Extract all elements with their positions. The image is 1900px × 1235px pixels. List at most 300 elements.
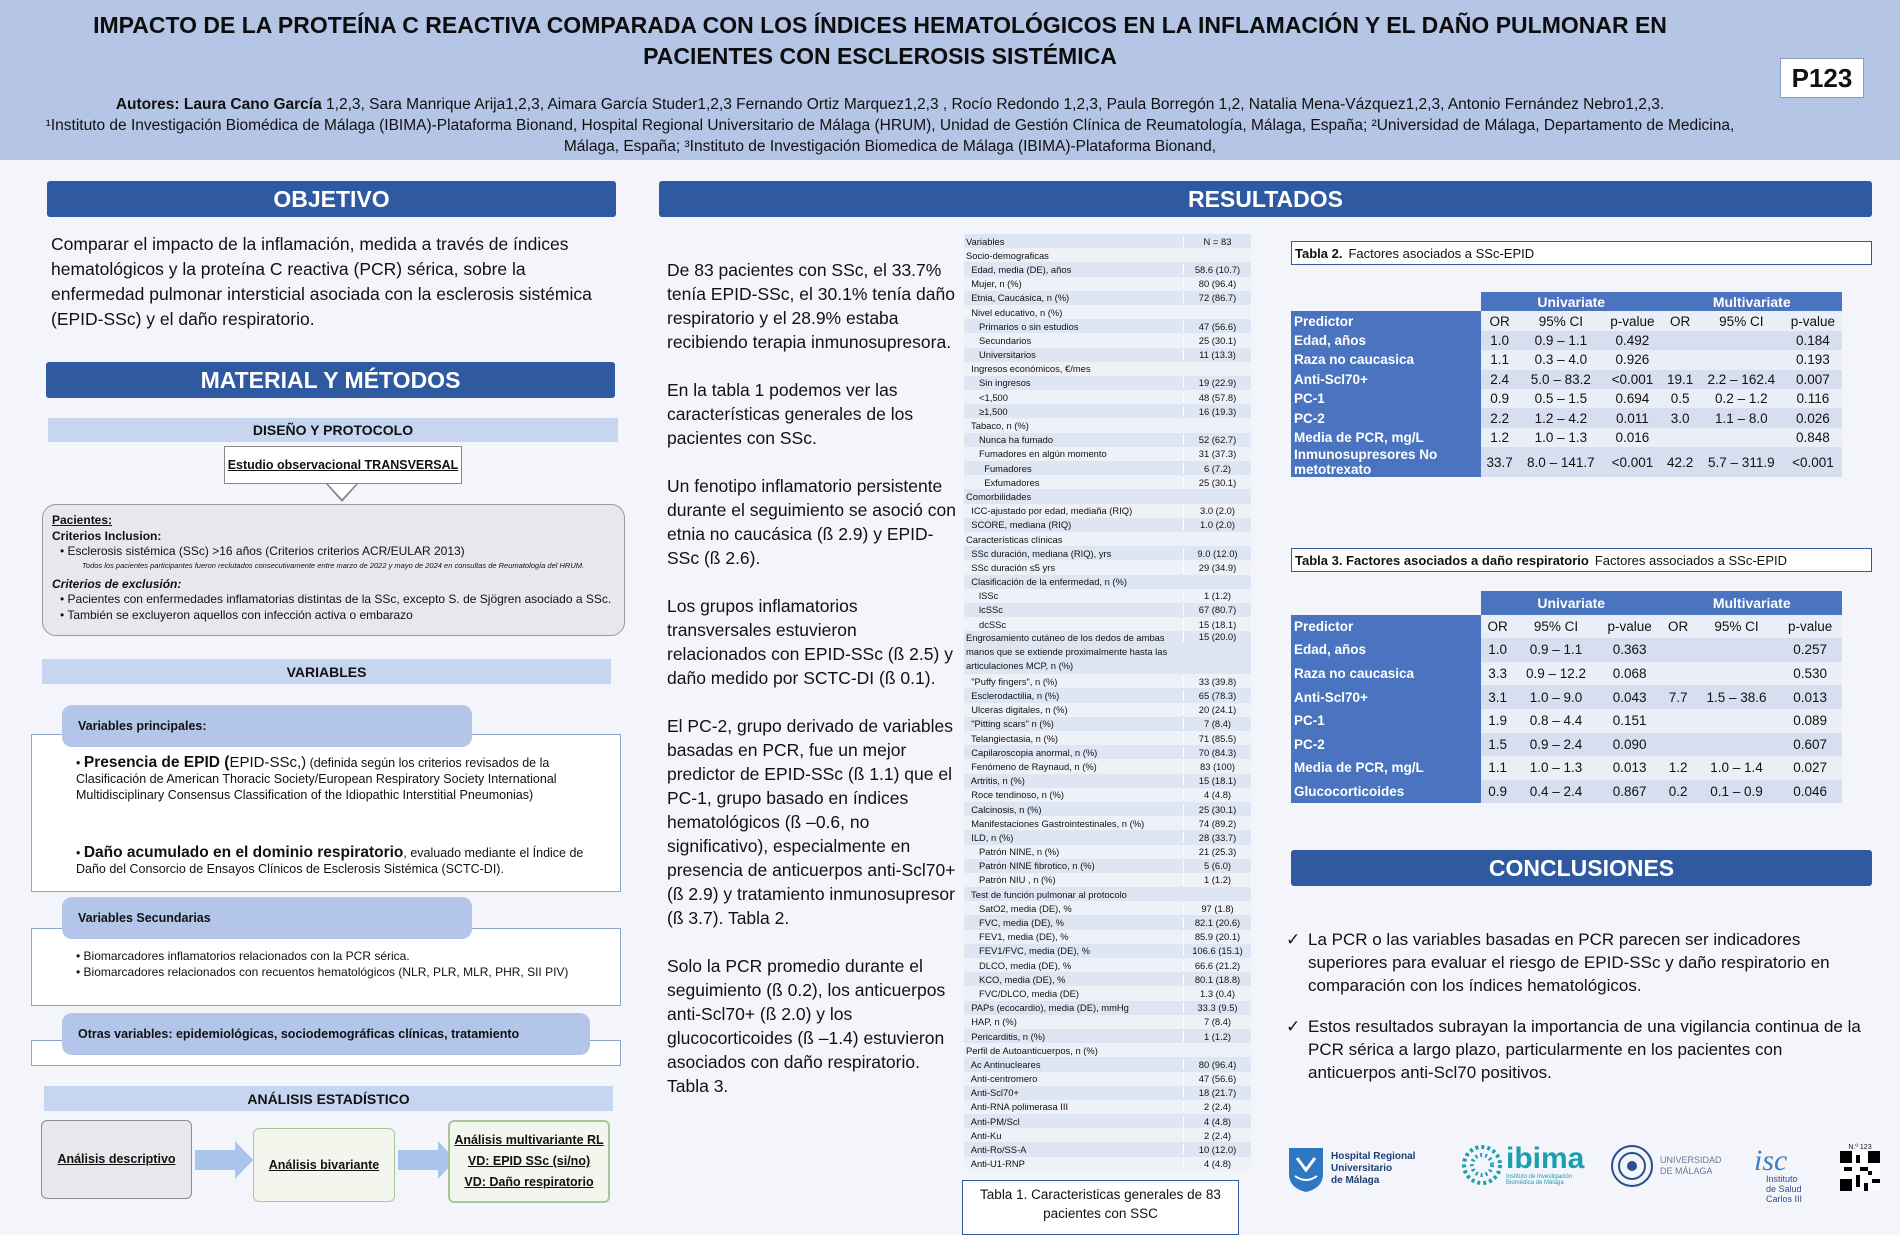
table-1-value: 7 (8.4) — [1183, 718, 1251, 729]
table-1-row — [964, 603, 1251, 617]
group-univariate: Univariate — [1481, 292, 1661, 311]
sec-items: • Biomarcadores inflamatorios relacionados con la PCR sérica. • Biomarcadores relacionados con recuentos hematológicos (NLR, PLR, MLR, PHR, SII PIV) — [76, 949, 569, 979]
value-cell: 0.9 – 1.1 — [1514, 638, 1598, 662]
value-cell: 0.068 — [1598, 662, 1662, 686]
table-1-label: Fenómeno de Raynaud, n (%) — [966, 760, 1097, 772]
table-1-label: Engrosamiento cutáneo de los dedos de ambas manos que se extiende proximalmente hasta las articulaciones MCP, n (%) — [966, 632, 1168, 672]
value-cell: 1.0 – 1.3 — [1514, 756, 1598, 780]
inclusion-note: Todos los pacientes participantes fueron reclutados consecutivamente entre marzo de 2022 y mayo de 2024 en consultas de Reumatología del HRUM. — [82, 560, 585, 570]
value-cell: 0.9 – 12.2 — [1514, 662, 1598, 686]
value-cell: 0.027 — [1778, 756, 1842, 780]
table-1-row — [964, 944, 1251, 958]
poster-code-badge: P123 — [1780, 58, 1864, 98]
table-1-label: Esclerodactilia, n (%) — [966, 690, 1060, 702]
svg-text:isc: isc — [1754, 1144, 1788, 1174]
table-1-value: 1.3 (0.4) — [1183, 988, 1251, 999]
table-1-value: 4 (4.8) — [1183, 789, 1251, 800]
table-1-label: KCO, media (DE), % — [966, 973, 1066, 985]
result-paragraph: El PC-2, grupo derivado de variables basadas en PCR, fue un mejor predictor de EPID-SSc (ß 1.1) que el PC-1, grupo basado en índices hematológicos (ß –0.6, no significativo), especialmente en presencia de anticuerpos anti-Scl70+ (ß 2.9) y tratamiento inmunosupresor (ß 3.7). Tabla 2. — [667, 716, 956, 928]
column-header: p-value — [1603, 311, 1661, 330]
table-1-label: Comorbilidades — [966, 490, 1032, 502]
table-1-value: 16 (19.3) — [1183, 406, 1251, 417]
table-1-label: Ac Antinucleares — [966, 1058, 1041, 1070]
column-header: p-value — [1784, 311, 1842, 330]
table-1-row — [964, 873, 1251, 887]
table-1-label: SSc duración ≤5 yrs — [966, 561, 1056, 573]
predictor-cell: Anti-Scl70+ — [1291, 370, 1481, 389]
table-1-row — [964, 845, 1251, 859]
value-cell — [1695, 733, 1779, 757]
table-1-row — [964, 1072, 1251, 1086]
ibima-logo — [1462, 1144, 1586, 1186]
table-1-value: 9.0 (12.0) — [1183, 548, 1251, 559]
table-3 — [1291, 591, 1842, 803]
table-1-label: lcSSc — [966, 604, 1003, 616]
table-1-value: 3.0 (2.0) — [1183, 505, 1251, 516]
table-1-label: Mujer, n (%) — [966, 278, 1022, 290]
value-cell: 0.848 — [1784, 428, 1842, 447]
value-cell: 0.4 – 2.4 — [1514, 780, 1598, 804]
table-1-row — [964, 1001, 1251, 1015]
table-1-row — [964, 504, 1251, 518]
isciii-logo — [1752, 1144, 1802, 1204]
table-1-row — [964, 1100, 1251, 1114]
qr-code-icon — [1840, 1151, 1880, 1191]
table-1-value: 25 (30.1) — [1183, 804, 1251, 815]
value-cell: 1.5 – 38.6 — [1695, 685, 1779, 709]
table-1-value: 1 (1.2) — [1183, 874, 1251, 885]
table-1-row — [964, 433, 1251, 447]
table-1-row — [964, 1057, 1251, 1071]
table-1-label: Etnia, Caucásica, n (%) — [966, 292, 1070, 304]
value-cell: 5.7 – 311.9 — [1699, 447, 1784, 477]
value-cell: 0.2 – 1.2 — [1699, 389, 1784, 408]
value-cell: 1.1 — [1481, 350, 1518, 369]
table-1-value: 106.6 (15.1) — [1183, 945, 1251, 956]
value-cell: 0.9 — [1481, 389, 1518, 408]
table-1-label: ≥1,500 — [966, 405, 1008, 417]
table-1-row — [964, 816, 1251, 830]
column-header: 95% CI — [1695, 615, 1779, 639]
table-1-value: 80 (96.4) — [1183, 1059, 1251, 1070]
table-1-label: Artritis, n (%) — [966, 775, 1025, 787]
table-1-label: Características clínicas — [966, 533, 1063, 545]
table-1-row — [964, 532, 1251, 546]
table-1-value: 58.6 (10.7) — [1183, 264, 1251, 275]
table-1-row — [964, 745, 1251, 759]
table-1-label: ICC-ajustado por edad, mediaña (RIQ) — [966, 505, 1133, 517]
table-1-value: 29 (34.9) — [1183, 562, 1251, 573]
check-icon: ✓ — [1286, 1017, 1301, 1036]
table-1-label: SCORE, mediana (RIQ) — [966, 519, 1072, 531]
table-1-row — [964, 560, 1251, 574]
authors-label: Autores: Laura Cano García — [115, 96, 322, 113]
table-1-label: lSSc — [966, 590, 999, 602]
table-row — [1291, 662, 1842, 686]
table-1-label: Anti-RNA polimerasa III — [966, 1101, 1069, 1113]
group-univariate: Univariate — [1481, 591, 1661, 615]
value-cell: 0.607 — [1778, 733, 1842, 757]
table-row — [1291, 709, 1842, 733]
dano-rest: , evaluado mediante el Índice de Daño del Consorcio de Ensayos Clínicos de Esclerosis Sistémica (SCTC-DI). — [76, 846, 584, 876]
value-cell: 2.2 — [1481, 408, 1518, 427]
table-1-value: 6 (7.2) — [1183, 463, 1251, 474]
column-header: Predictor — [1291, 311, 1481, 330]
table-3-caption — [1291, 548, 1872, 572]
table-1-label: Patrón NINE, n (%) — [966, 846, 1060, 858]
table-1-row — [964, 915, 1251, 929]
value-cell: 0.016 — [1603, 428, 1661, 447]
table-1-row — [964, 404, 1251, 418]
table-1-label: Telangiectasia, n (%) — [966, 732, 1059, 744]
column-header: OR — [1661, 615, 1694, 639]
table-1-header — [964, 234, 1251, 248]
table-1-header-cell: N = 83 — [1183, 236, 1251, 247]
value-cell: 1.0 – 1.3 — [1518, 428, 1603, 447]
exclusion-item: • También se excluyeron aquellos con infección activa o embarazo — [60, 608, 615, 624]
table-1-label: dcSSc — [966, 618, 1007, 630]
table-1-value: 72 (86.7) — [1183, 292, 1251, 303]
table-1-label: Roce tendinoso, n (%) — [966, 789, 1064, 801]
conclusiones-list — [1286, 928, 1866, 1102]
table-1-value: 33 (39.8) — [1183, 676, 1251, 687]
predictor-cell: PC-2 — [1291, 733, 1481, 757]
predictor-cell: Edad, años — [1291, 638, 1481, 662]
hospital-name-line: de Málaga — [1331, 1175, 1380, 1186]
result-paragraph: Los grupos inflamatorios transversales estuvieron relacionados con EPID-SSc (ß 2.5) y daño medido por SCTC-DI (ß 0.1). — [667, 596, 953, 688]
table-1-header-cell: Variables — [966, 235, 1005, 247]
metodos-banner: MATERIAL Y MÉTODOS — [46, 362, 615, 398]
isciii-name-line: de Salud — [1766, 1184, 1802, 1194]
value-cell: 0.9 – 2.4 — [1514, 733, 1598, 757]
table-1-value: 66.6 (21.2) — [1183, 960, 1251, 971]
result-paragraph: En la tabla 1 podemos ver las características generales de los pacientes con SSc. — [667, 380, 914, 448]
value-cell — [1661, 638, 1694, 662]
table-1-row — [964, 546, 1251, 560]
logos-strip — [1287, 1144, 1879, 1214]
value-cell: 1.2 — [1481, 428, 1518, 447]
table-1-value: 48 (57.8) — [1183, 392, 1251, 403]
value-cell: 0.116 — [1784, 389, 1842, 408]
table-1-row — [964, 674, 1251, 688]
group-multivariate: Multivariate — [1661, 591, 1842, 615]
column-header: OR — [1661, 311, 1698, 330]
dano-bold: Daño acumulado en el dominio respiratorio — [83, 844, 404, 861]
table-1-row — [964, 774, 1251, 788]
value-cell: 1.0 — [1481, 638, 1514, 662]
sec-item: Biomarcadores inflamatorios relacionados con la PCR sérica. — [83, 949, 410, 963]
table-1-row — [964, 305, 1251, 319]
table-1-row — [964, 1128, 1251, 1142]
result-paragraph: Solo la PCR promedio durante el seguimiento (ß 0.2), los anticuerpos anti-Scl70+ (ß 2.0) y los glucocorticoides (ß –1.4) estuvieron asociados con daño respiratorio. Tabla 3. — [667, 956, 946, 1096]
down-arrow-inner — [328, 484, 356, 499]
poster-header — [0, 0, 1900, 160]
value-cell — [1699, 350, 1784, 369]
table-1-label: Sin ingresos — [966, 377, 1031, 389]
value-cell: 0.090 — [1598, 733, 1662, 757]
value-cell: 1.0 — [1481, 331, 1518, 350]
value-cell: 2.2 – 162.4 — [1699, 370, 1784, 389]
resultados-banner: RESULTADOS — [659, 181, 1872, 217]
table-1-value: 71 (85.5) — [1183, 733, 1251, 744]
table-1-value: 1.0 (2.0) — [1183, 519, 1251, 530]
table-1-label: Fumadores en algún momento — [966, 448, 1107, 460]
predictor-cell: Raza no caucasica — [1291, 662, 1481, 686]
table-1-value: 65 (78.3) — [1183, 690, 1251, 701]
value-cell — [1699, 428, 1784, 447]
value-cell: 1.5 — [1481, 733, 1514, 757]
table-1-value: 47 (56.6) — [1183, 1073, 1251, 1084]
table-1-label: Pericarditis, n (%) — [966, 1030, 1046, 1042]
table-1-row — [964, 262, 1251, 276]
value-cell: 1.2 — [1661, 756, 1694, 780]
table-1-label: Anti-Ku — [966, 1129, 1002, 1141]
value-cell: 0.363 — [1598, 638, 1662, 662]
exclusion-label: Criterios de exclusión: — [52, 576, 182, 591]
table-1-caption: Tabla 1. Caracteristicas generales de 83 pacientes con SSC — [962, 1180, 1239, 1235]
ibima-dots-icon — [1462, 1145, 1502, 1185]
predictor-cell: PC-1 — [1291, 389, 1481, 408]
value-cell: 33.7 — [1481, 447, 1518, 477]
table-1-row — [964, 390, 1251, 404]
column-header: p-value — [1598, 615, 1662, 639]
var-principales-card: Variables principales: — [62, 705, 472, 747]
table-1-label: Ingresos económicos, €/mes — [966, 363, 1091, 375]
value-cell: 0.8 – 4.4 — [1514, 709, 1598, 733]
value-cell: <0.001 — [1603, 447, 1661, 477]
value-cell — [1661, 350, 1698, 369]
objetivo-text: Comparar el impacto de la inflamación, medida a través de índices hematológicos y la proteína C reactiva (PCR) sérica, sobre la enfermedad pulmonar intersticial asociada con la esclerosis sistémica (EPID-SSc) y el daño respiratorio. — [51, 234, 592, 329]
predictor-cell: Raza no caucasica — [1291, 350, 1481, 369]
table-1-row — [964, 1015, 1251, 1029]
value-cell: 0.926 — [1603, 350, 1661, 369]
table-1-label: Nivel educativo, n (%) — [966, 306, 1063, 318]
value-cell — [1695, 638, 1779, 662]
table-1-value: 15 (20.0) — [1183, 631, 1251, 642]
table-1-row — [964, 1086, 1251, 1100]
table-row — [1291, 780, 1842, 804]
table-3-caption-text: Factores associados a SSc-EPID — [1594, 552, 1788, 568]
table-1-value: 67 (80.7) — [1183, 604, 1251, 615]
table-1-value: 33.3 (9.5) — [1183, 1002, 1251, 1013]
table-1-label: Tabaco, n (%) — [966, 420, 1029, 432]
table-1-label: Nunca ha fumado — [966, 434, 1054, 446]
column-header: OR — [1481, 615, 1514, 639]
value-cell: 0.9 — [1481, 780, 1514, 804]
value-cell: 1.1 — [1481, 756, 1514, 780]
var-secundarias-card: Variables Secundarias — [62, 897, 472, 939]
table-1-row — [964, 859, 1251, 873]
estudio-box: Estudio observacional TRANSVERSAL — [224, 446, 462, 484]
table-1-label: FVC, media (DE), % — [966, 917, 1064, 929]
value-cell — [1695, 709, 1779, 733]
affiliations: ¹Instituto de Investigación Biomédica de Málaga (IBIMA)-Plataforma Bionand, Hospital Regional Universitario de Málaga (HRUM), Unidad de Gestión Clínica de Reumatología, Málaga, España; ²Universidad de Málaga, Departamento de Medicina, Málaga, España; ³Instituto de Investigación Biomedica de Málaga (IBIMA)-Plataforma Bionand, — [45, 117, 1735, 155]
value-cell: 2.4 — [1481, 370, 1518, 389]
table-row — [1291, 756, 1842, 780]
value-cell: 19.1 — [1661, 370, 1698, 389]
sec-item: Biomarcadores relacionados con recuentos hematológicos (NLR, PLR, MLR, PHR, SII PIV) — [83, 965, 569, 979]
table-2-caption — [1291, 241, 1872, 265]
table-1-label: ILD, n (%) — [966, 831, 1014, 843]
table-1-label: Clasificación de la enfermedad, n (%) — [966, 576, 1128, 588]
group-multivariate: Multivariate — [1661, 292, 1842, 311]
diseno-heading: DISEÑO Y PROTOCOLO — [48, 418, 618, 442]
table-1-label: "Pitting scars" n (%) — [966, 718, 1054, 730]
table-1-value: 70 (84.3) — [1183, 747, 1251, 758]
table-1-label: HAP, n (%) — [966, 1016, 1017, 1028]
table-1-value: 15 (18.1) — [1183, 619, 1251, 630]
value-cell: 0.3 – 4.0 — [1518, 350, 1603, 369]
table-1-label: Socio-demograficas — [966, 249, 1049, 261]
value-cell: 0.530 — [1778, 662, 1842, 686]
table-1-row — [964, 418, 1251, 432]
table-1-row — [964, 1114, 1251, 1128]
predictor-cell: Anti-Scl70+ — [1291, 685, 1481, 709]
table-1-row — [964, 830, 1251, 844]
table-1-row — [964, 319, 1251, 333]
value-cell: 0.193 — [1784, 350, 1842, 369]
table-1-label: "Puffy fingers", n (%) — [966, 675, 1058, 687]
value-cell: 0.013 — [1778, 685, 1842, 709]
column-header: 95% CI — [1699, 311, 1784, 330]
table-row — [1291, 389, 1842, 408]
table-1-label: Manifestaciones Gastrointestinales, n (%) — [966, 817, 1145, 829]
value-cell: 3.0 — [1661, 408, 1698, 427]
check-icon: ✓ — [1286, 930, 1301, 949]
exclusion-item: • Pacientes con enfermedades inflamatorias distintas de la SSc, excepto S. de Sjögren asociado a SSc. — [60, 592, 615, 608]
predictor-cell: Media de PCR, mg/L — [1291, 428, 1481, 447]
value-cell — [1661, 709, 1694, 733]
uma-logo — [1610, 1144, 1722, 1188]
flow-descriptivo: Análisis descriptivo — [41, 1120, 192, 1199]
table-1-row — [964, 802, 1251, 816]
resultados-text — [667, 258, 957, 1122]
table-1-label: SatO2, media (DE), % — [966, 902, 1072, 914]
table-1-label: Ulceras digitales, n (%) — [966, 704, 1068, 716]
table-1-label: <1,500 — [966, 391, 1008, 403]
value-cell: <0.001 — [1603, 370, 1661, 389]
value-cell: 7.7 — [1661, 685, 1694, 709]
table-3-caption-bold: Tabla 3. Factores asociados a daño respiratorio — [1295, 552, 1589, 568]
authors-block — [40, 94, 1740, 157]
table-row — [1291, 350, 1842, 369]
table-1 — [964, 234, 1251, 1171]
table-1-value: 15 (18.1) — [1183, 775, 1251, 786]
table-1-row — [964, 717, 1251, 731]
value-cell: 3.3 — [1481, 662, 1514, 686]
table-1-row — [964, 489, 1251, 503]
predictor-cell: PC-1 — [1291, 709, 1481, 733]
table-1-row — [964, 986, 1251, 1000]
table-1-value: 4 (4.8) — [1183, 1158, 1251, 1169]
table-1-value: 2 (2.4) — [1183, 1101, 1251, 1112]
value-cell: 0.5 — [1661, 389, 1698, 408]
predictor-cell: Edad, años — [1291, 331, 1481, 350]
table-1-value: 82.1 (20.6) — [1183, 917, 1251, 928]
isciii-name-line: Carlos III — [1766, 1194, 1803, 1204]
table-1-label: Secundarios — [966, 334, 1032, 346]
value-cell: 3.1 — [1481, 685, 1514, 709]
qr-block — [1840, 1144, 1880, 1191]
table-1-value: 28 (33.7) — [1183, 832, 1251, 843]
table-1-label: FEV1/FVC, media (DE), % — [966, 945, 1090, 957]
table-2-caption-text: Factores asociados a SSc-EPID — [1348, 245, 1535, 261]
table-1-value: 2 (2.4) — [1183, 1130, 1251, 1141]
table-row — [1291, 733, 1842, 757]
pacientes-label: Pacientes: — [52, 513, 113, 527]
table-1-row — [964, 631, 1251, 674]
table-row — [1291, 447, 1842, 477]
table-1-label: Primarios o sin estudios — [966, 320, 1079, 332]
table-1-value: 10 (12.0) — [1183, 1144, 1251, 1155]
value-cell: 42.2 — [1661, 447, 1698, 477]
table-1-row — [964, 1142, 1251, 1156]
value-cell: 0.694 — [1603, 389, 1661, 408]
uma-name-line: UNIVERSIDAD — [1660, 1155, 1722, 1165]
table-row — [1291, 331, 1842, 350]
flow-multi-line: VD: Daño respiratorio — [464, 1175, 594, 1189]
table-1-value: 74 (89.2) — [1183, 818, 1251, 829]
table-1-value: 4 (4.8) — [1183, 1116, 1251, 1127]
value-cell: 0.9 – 1.1 — [1518, 331, 1603, 350]
table-1-value: 19 (22.9) — [1183, 377, 1251, 388]
table-1-label: Fumadores — [966, 462, 1032, 474]
table-1-value: 83 (100) — [1183, 761, 1251, 772]
poster-title: IMPACTO DE LA PROTEÍNA C REACTIVA COMPARADA CON LOS ÍNDICES HEMATOLÓGICOS EN LA INFLAMACIÓN Y EL DAÑO PULMONAR EN PACIENTES CON ESCLEROSIS SISTÉMICA — [93, 12, 1667, 69]
result-paragraph: Un fenotipo inflamatorio persistente durante el seguimiento se asoció con etnia no caucásica (ß 2.9) y EPID-SSc (ß 2.6). — [667, 476, 956, 568]
table-1-row — [964, 617, 1251, 631]
table-1-label: Patrón NINE fibrotico, n (%) — [966, 860, 1095, 872]
value-cell: 0.1 – 0.9 — [1695, 780, 1779, 804]
value-cell: 0.151 — [1598, 709, 1662, 733]
value-cell: 0.013 — [1598, 756, 1662, 780]
table-1-row — [964, 589, 1251, 603]
column-header: 95% CI — [1518, 311, 1603, 330]
predictor-cell: Glucocorticoides — [1291, 780, 1481, 804]
value-cell: 1.1 – 8.0 — [1699, 408, 1784, 427]
table-1-value: 97 (1.8) — [1183, 903, 1251, 914]
flow-multi-line: Análisis multivariante RL — [454, 1133, 604, 1147]
flow-bivariante: Análisis bivariante — [253, 1128, 395, 1202]
table-1-row — [964, 291, 1251, 305]
epid-rest: (definida según los criterios revisados de la Clasificación de American Thoracic Society/European Respiratory Society International Multidisciplinary Consensus Classification of the Idiopathic Interstitial Pneumonias) — [76, 756, 557, 802]
table-2-caption-bold: Tabla 2. — [1295, 245, 1343, 261]
analisis-heading: ANÁLISIS ESTADÍSTICO — [44, 1086, 613, 1111]
column-header: OR — [1481, 311, 1518, 330]
otras-card: Otras variables: epidemiológicas, sociodemográficas clínicas, tratamiento — [62, 1013, 590, 1055]
table-1-label: Exfumadores — [966, 476, 1040, 488]
value-cell: 1.2 – 4.2 — [1518, 408, 1603, 427]
value-cell: 0.043 — [1598, 685, 1662, 709]
inclusion-label: Criterios Inclusion: — [52, 528, 162, 543]
value-cell: 0.257 — [1778, 638, 1842, 662]
value-cell: 0.026 — [1784, 408, 1842, 427]
table-1-label: FVC/DLCO, media (DE) — [966, 987, 1080, 999]
table-1-row — [964, 518, 1251, 532]
table-1-label: Test de función pulmonar al protocolo — [966, 888, 1127, 900]
authors-list: 1,2,3, Sara Manrique Arija1,2,3, Aimara García Studer1,2,3 Fernando Ortiz Marquez1,2,3 , Rocío Redondo 1,2,3, Paula Borregón 1,2, Natalia Mena-Vázquez1,2,3, Antonio Fernández Nebro1,2,3. — [321, 96, 1665, 113]
value-cell: 1.0 – 1.4 — [1695, 756, 1779, 780]
table-1-label: DLCO, media (DE), % — [966, 959, 1072, 971]
table-1-value: 80.1 (18.8) — [1183, 974, 1251, 985]
table-1-value: 5 (6.0) — [1183, 860, 1251, 871]
qr-label: N.º 123 — [1848, 1144, 1872, 1151]
table-1-row — [964, 703, 1251, 717]
table-1-row — [964, 887, 1251, 901]
table-1-label: Capilaroscopia anormal, n (%) — [966, 746, 1098, 758]
table-1-row — [964, 575, 1251, 589]
table-1-row — [964, 248, 1251, 262]
